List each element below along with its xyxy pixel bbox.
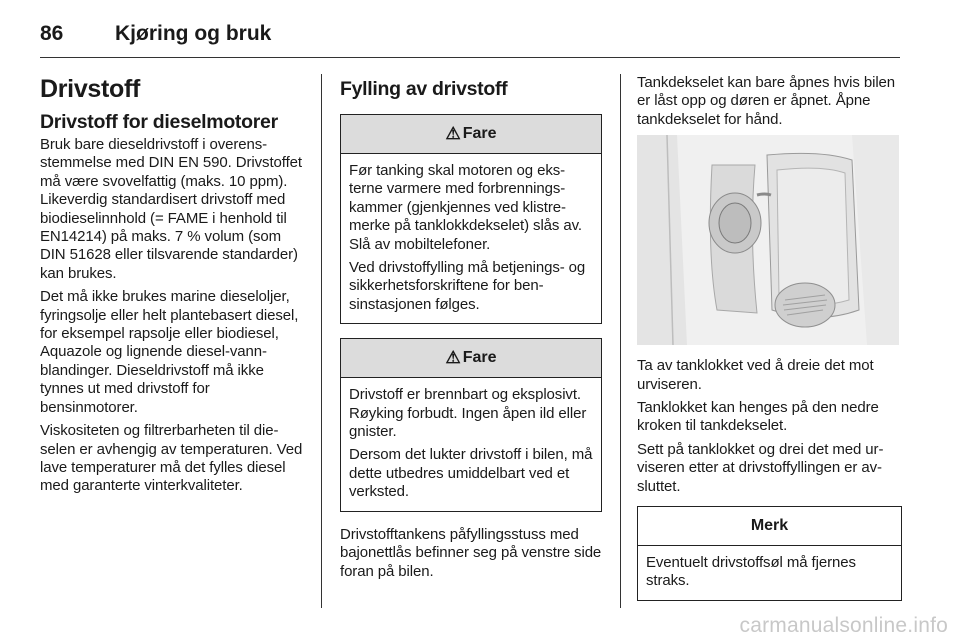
warning-box [340,338,602,511]
warning-text: Dersom det lukter drivstoff i bilen, må dette utbedres umiddelbart ved et verksted. [349,446,593,501]
header-divider [40,57,900,58]
note-label: Merk [750,517,789,535]
section-title: Drivstoff [40,75,141,103]
page-number: 86 [40,22,64,45]
warning-text: Før tanking skal motoren og eksterne varmere med forbrenningskammer (gjenkjennes ved klistremerke på tanklokkdekselet) slås av. Slå av mobiltelefoner. [349,162,582,253]
warning-triangle-icon: ⚠ [445,124,461,143]
paragraph: Drivstofftankens påfyllingsstuss med bajonettlås befinner seg på venstre side foran på bilen. [340,525,602,580]
paragraph: Ta av tanklokket ved å dreie det mot urviseren. [637,357,874,393]
warning-text: Drivstoff er brennbart og eksplosivt. Røyking forbudt. Ingen åpen ild eller gnister. [349,386,587,441]
column-3 [637,74,902,601]
note-text: Eventuelt drivstoffsøl må fjernes straks. [646,554,856,590]
warning-text: Ved drivstoffylling må betjenings- og sikkerhetsforskriftene for bensinstasjonen følges. [349,259,586,313]
column-2 [340,74,602,586]
column-divider-2 [620,74,621,608]
subsection-title: Drivstoff for dieselmotorer [40,111,278,133]
watermark: carmanualsonline.info [739,614,948,637]
note-header [638,507,901,546]
chapter-title: Kjøring og bruk [115,22,272,45]
column-divider-1 [321,74,322,608]
warning-triangle-icon: ⚠ [445,348,461,368]
paragraph: Det må ikke brukes marine dieseloljer, fyringsolje eller helt plantebasert diesel, for eksempel rapsolje eller biodiesel, Aquazole og lignende diesel-vann-blandinger. Dieseldrivstoff må ikke tynnes ut med drivstoff for bensinmotorer. [40,288,299,416]
section-title: Fylling av drivstoff [340,78,508,100]
paragraph: Sett på tanklokket og drei det med urviseren etter at drivstoffyllingen er avsluttet. [637,440,884,495]
note-box [637,506,902,601]
warning-label: Fare [462,349,497,367]
paragraph: Viskositeten og filtrerbarheten til dieselen er avhengig av temperaturen. Ved lave temperaturer må det fylles diesel med garanterte vinterkvaliteter. [40,422,303,495]
fuel-cap-illustration [637,135,899,345]
warning-header [341,115,601,154]
warning-header [341,339,601,378]
paragraph: Tankdekselet kan bare åpnes hvis bilen er låst opp og døren er åpnet. Åpne tankdekselet for hånd. [637,74,896,128]
column-1 [40,74,305,501]
warning-label: Fare [462,125,497,142]
warning-box [340,114,602,324]
paragraph: Bruk bare dieseldrivstoff i overensstemmelse med DIN EN 590. Drivstoffet må være svovelfattig (maks. 10 ppm). Likeverdig standardisert drivstoff med biodieselinnhold (= FAME i henhold til EN14214) på maks. 7 % volum (som DIN 51628 eller tilsvarende standarder) kan brukes. [40,136,302,282]
page-header [40,14,900,58]
paragraph: Tanklokket kan henges på den nedre kroken til tankdekselet. [637,399,879,435]
